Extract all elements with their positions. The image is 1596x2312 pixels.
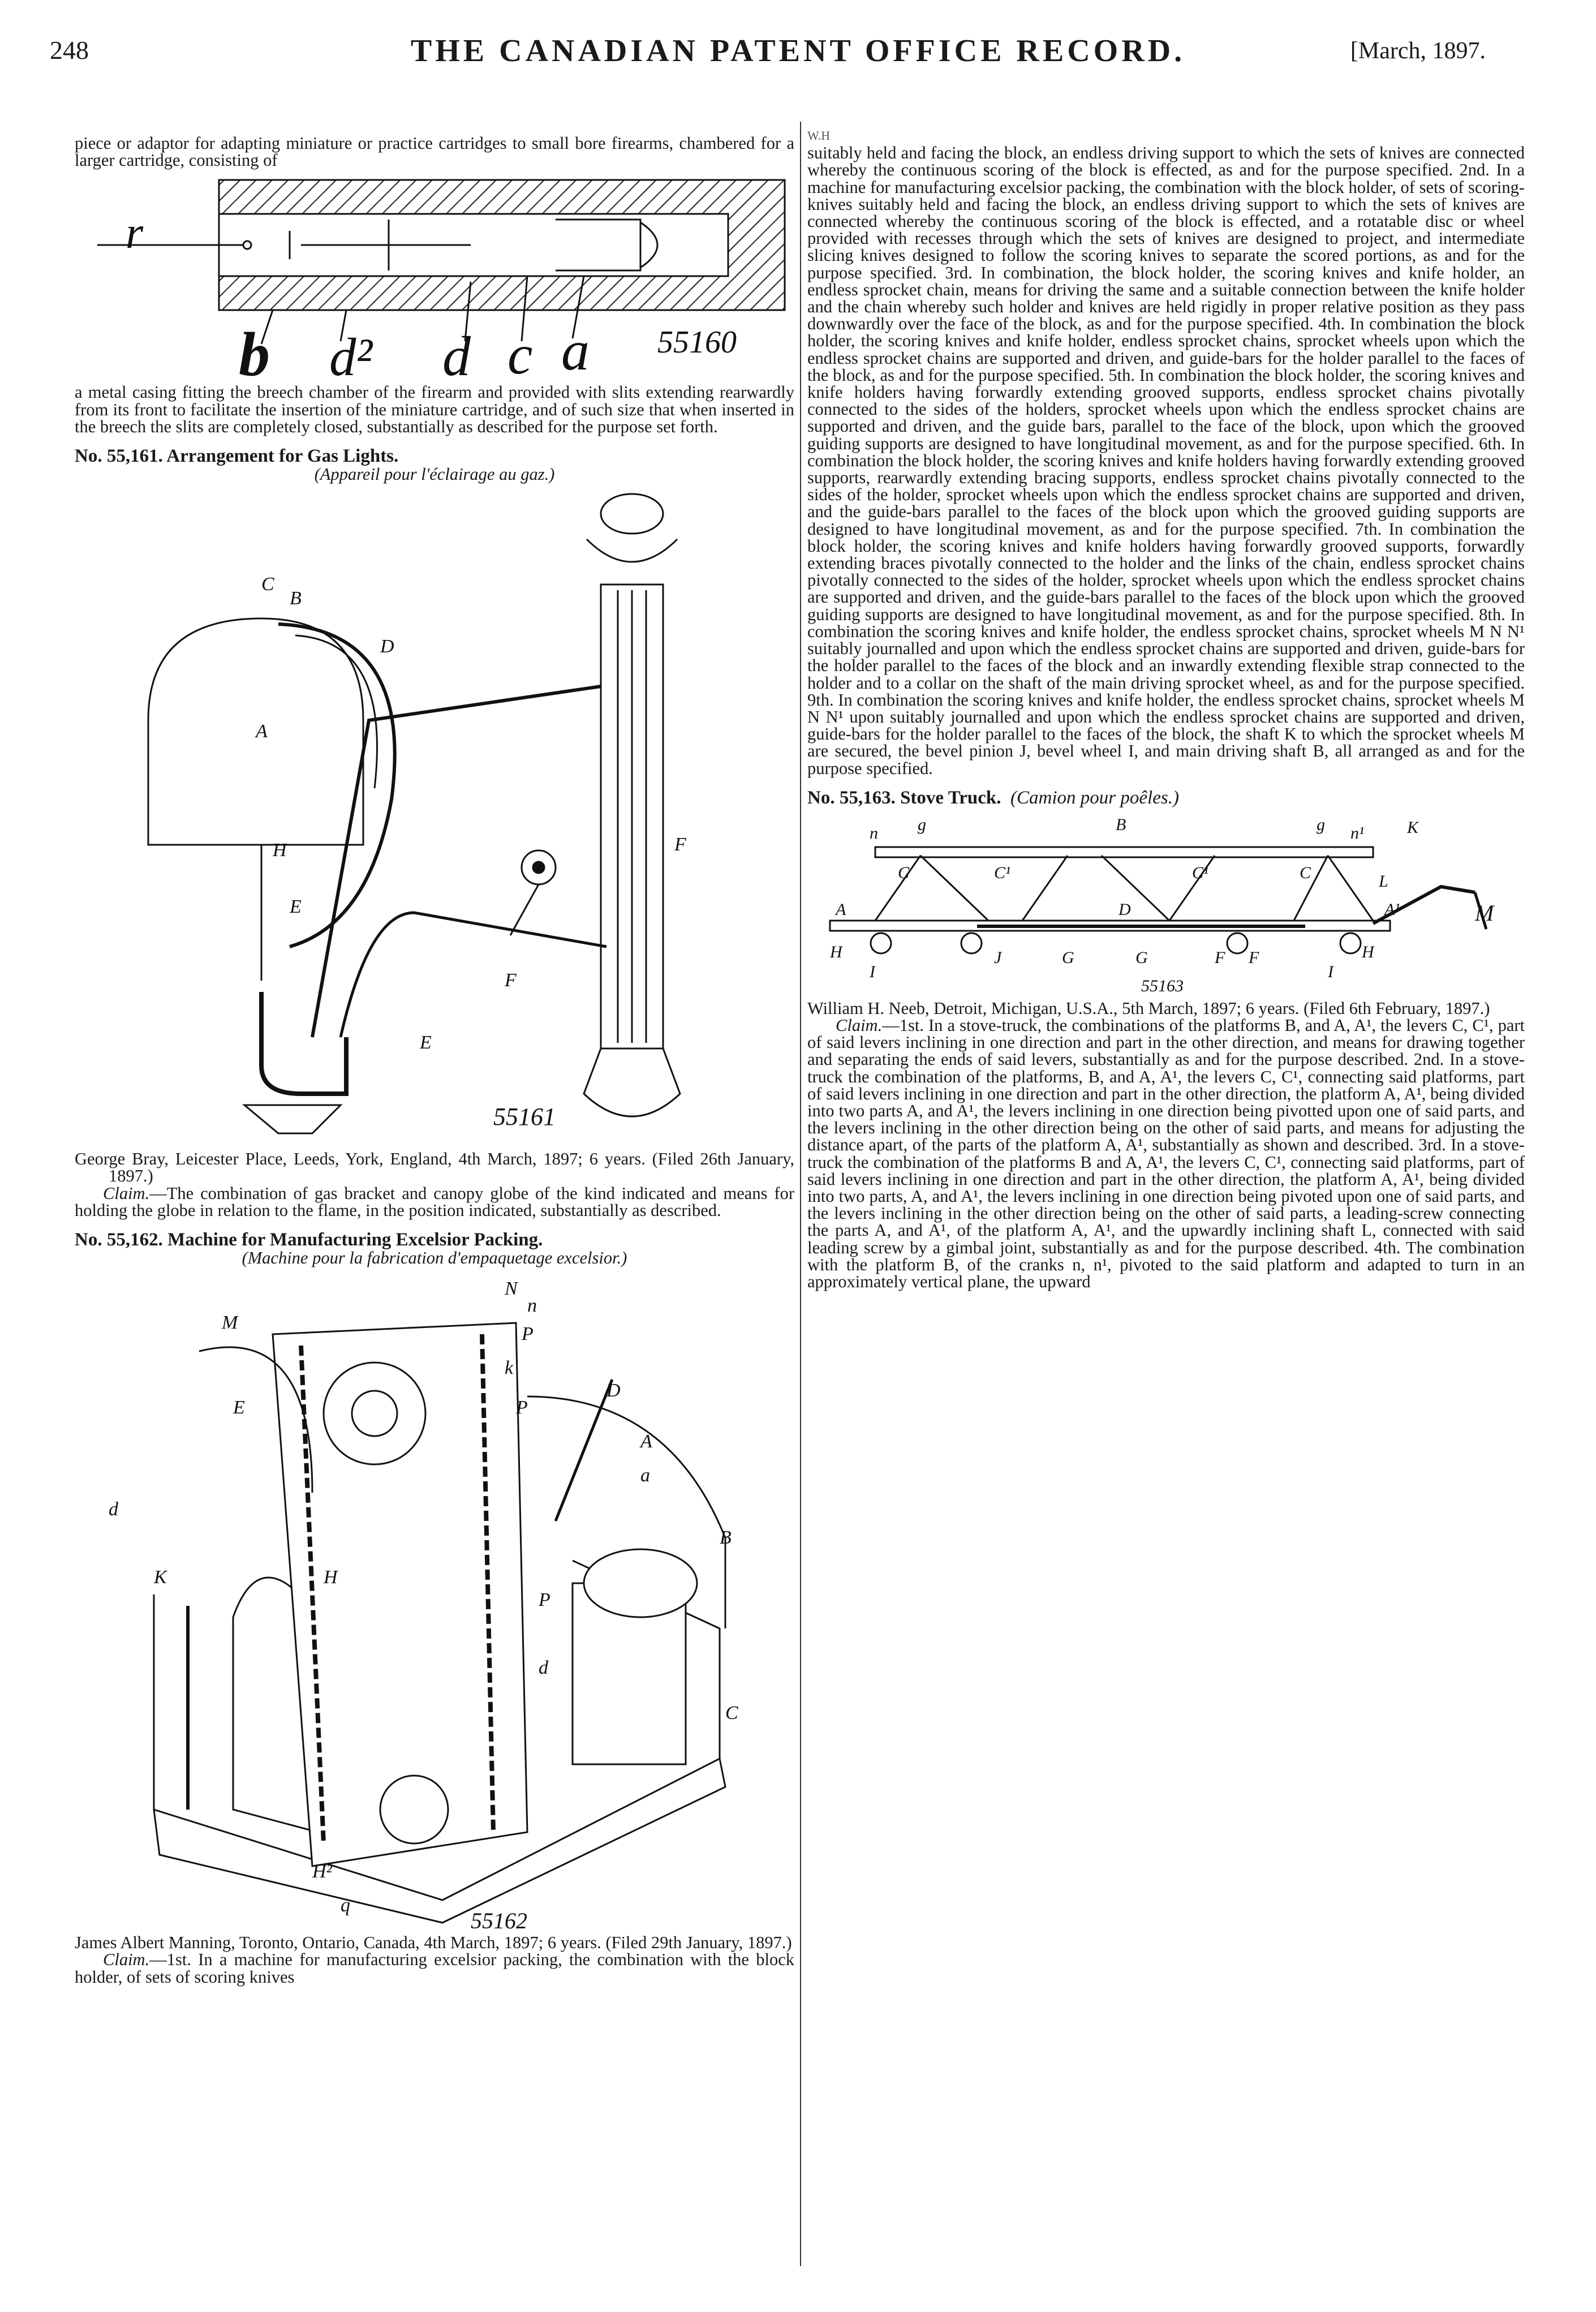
fig-label: K	[154, 1567, 167, 1588]
fig-label: d	[109, 1499, 118, 1520]
fig-label: n	[527, 1295, 537, 1317]
figure-55161	[75, 483, 794, 1150]
heading-text: No. 55,163. Stove Truck.	[807, 787, 1001, 808]
page-number: 248	[50, 36, 89, 65]
fig-label: C	[725, 1703, 738, 1724]
continued-text: piece or adaptor for adapting miniature or practice cartridges to small bore firearms, chambered for a larger cartridge, consisting of	[75, 134, 794, 170]
inventor-55163: William H. Neeb, Detroit, Michigan, U.S.A., 5th March, 1897; 6 years. (Filed 6th February, 1897.)	[807, 998, 1490, 1018]
fig-label: I	[870, 962, 875, 981]
fig-label: C	[898, 863, 910, 882]
figure-55160	[75, 169, 794, 384]
fig-label: M	[1475, 900, 1494, 926]
fig-label: F	[505, 970, 517, 991]
fig-label: A¹	[1384, 900, 1400, 919]
fig-label: F	[1215, 948, 1225, 967]
claim-55163	[807, 1017, 1525, 1290]
fig-label: L	[1379, 871, 1388, 891]
fig-label: A	[836, 900, 846, 919]
fig-label: J	[994, 948, 1002, 967]
fig-label: H	[273, 840, 287, 861]
margin-mark: W.H	[807, 128, 831, 143]
claim-label: Claim.	[103, 1183, 150, 1203]
fig-label: I	[1328, 962, 1333, 981]
column-divider	[800, 122, 801, 2266]
fig-label: d²	[329, 327, 372, 384]
fig-label: H	[830, 942, 842, 961]
fig-label: D	[1119, 900, 1131, 919]
fig-label: D	[380, 636, 394, 657]
fig-label: G	[1135, 948, 1148, 967]
claim-text: —The combination of gas bracket and canopy globe of the kind indicated and means for holding the globe in relation to the flame, in the position indicated, substantially as described.	[75, 1183, 794, 1220]
fig-label: b	[239, 320, 270, 384]
fig-label: F	[674, 834, 686, 856]
fig-label: B	[290, 588, 302, 609]
fig-label: C¹	[1192, 863, 1209, 882]
fig-label: g	[1317, 815, 1325, 834]
page-header	[0, 0, 1596, 79]
fig-label: H	[324, 1567, 338, 1588]
fig-label: a	[640, 1465, 650, 1486]
fig-label: C	[261, 574, 274, 595]
inventor-55161: George Bray, Leicester Place, Leeds, York, England, 4th March, 1897; 6 years. (Filed 26th January, 1897.)	[75, 1149, 794, 1186]
fig-label: N	[505, 1278, 518, 1300]
claim-55161	[75, 1185, 794, 1219]
fig-label: P	[516, 1397, 528, 1419]
issue-date: [March, 1897.	[1350, 38, 1486, 64]
fig-label: P	[522, 1323, 534, 1345]
left-column	[75, 135, 794, 1986]
fig-label: E	[233, 1397, 245, 1419]
french-title-55163: (Camion pour poêles.)	[1010, 787, 1179, 808]
figure-number: 55160	[657, 325, 737, 360]
figure-number: 55162	[471, 1908, 527, 1934]
claim-label: Claim.	[103, 1950, 150, 1970]
fig-label: G	[1062, 948, 1074, 967]
fig-label: n¹	[1350, 823, 1364, 843]
journal-title: THE CANADIAN PATENT OFFICE RECORD.	[410, 33, 1186, 68]
fig-label: n	[870, 823, 878, 843]
fig-label: M	[222, 1312, 238, 1334]
fig-label: F	[1249, 948, 1259, 967]
fig-label: K	[1407, 818, 1419, 837]
claim-text: —1st. In a machine for manufacturing excelsior packing, the combination with the block holder, of sets of scoring knives	[75, 1950, 794, 1987]
right-column	[807, 127, 1525, 1290]
figure-number: 55161	[493, 1103, 556, 1131]
fig-label: B	[720, 1527, 732, 1549]
claim-label: Claim.	[836, 1015, 883, 1035]
fig-label: H	[1362, 942, 1374, 961]
fig-label: k	[505, 1357, 514, 1379]
figure-55163	[807, 807, 1525, 1000]
french-title-55161: (Appareil pour l'éclairage au gaz.)	[314, 465, 555, 484]
fig-label: g	[918, 815, 926, 834]
fig-label: E	[420, 1032, 432, 1054]
fig-label: H²	[312, 1861, 332, 1883]
patent-heading-55161: No. 55,161. Arrangement for Gas Lights.	[75, 446, 399, 467]
fig-label: r	[126, 208, 144, 259]
fig-label: B	[1116, 815, 1126, 834]
fig-label: D	[606, 1380, 621, 1402]
fig-label: P	[539, 1589, 550, 1611]
continued-text: a metal casing fitting the breech chamber of the firearm and provided with slits extending rearwardly from its front to facilitate the insertion of the miniature cartridge, and of such size that when inserted in the breech the slits are completely closed, substantially as described for the purpose set forth.	[75, 383, 794, 436]
fig-label: a	[561, 319, 590, 383]
figure-55162	[75, 1266, 794, 1934]
figure-number: 55163	[1141, 976, 1184, 995]
claim-55162	[75, 1951, 794, 1985]
continued-claims-55162: suitably held and facing the block, an endless driving support to which the sets of knives are connected whereby the continuous scoring of the block is effected, as and for the purpose specified. 2nd. In a machine for manufacturing excelsior packing, the combination with the block holder, of sets of scoring-knives suitably held and facing the block, an endless driving support to which the sets of knives are connected whereby the continuous scoring of the block is effected, and a rotatable disc or wheel provided with recesses through which the sets of knives are designed to project, and intermediate slicing knives designed to follow the scoring knives to separate the scored portions, as and for the purpose specified. 3rd. In combination, the block holder, the scoring knives and knife holder, an endless sprocket chain, means for driving the same and a suitable connection between the knife holder and the chain whereby such holder and knives are held rigidly in proper relative position as they pass downwardly over the face of the block, as and for the purpose specified. 4th. In combination the block holder, the scoring knives and knife holder, endless sprocket chains, sprocket wheels upon which the endless sprocket chains are supported and driven, and guide-bars for the holder parallel to the faces of the block, as and for the purpose specified. 5th. In combination the block holder, the scoring knives and knife holders having forwardly extending grooved supports, endless sprocket chains pivotally connected to the sides of the holders, sprocket wheels upon which the endless sprocket chains are supported and driven, and the guide bars, parallel to the face of the block, upon which the grooved guiding supports are designed to have longitudinal movement, as and for the purpose specified. 6th. In combination the block holder, the scoring knives and knife holders having forwardly extending grooved supports, rearwardly extending bracing supports, endless sprocket chains pivotally connected to the sides of the holder, sprocket wheels upon which the endless sprocket chains are supported and driven, and the guide-bars parallel to the faces of the block upon which the grooved guiding supports are designed to have longitudinal movement, as and for the purpose specified. 7th. In combination the block holder, the scoring knives and knife holders having forwardly grooved supports, forwardly extending braces pivotally connected to the holder and the links of the chain, endless sprocket chains pivotally connected to the sides of the holder, sprocket wheels upon which the endless sprocket chains are supported and driven, and the guide-bars parallel to the faces of the block upon which the grooved guiding supports are designed to have longitudinal movement, as and for the purpose specified. 8th. In combination the scoring knives and knife holder, the endless sprocket chains, sprocket wheels M N N¹ suitably journalled and upon which the endless sprocket chains are supported and driven, guide-bars for the holder parallel to the faces of the block and an inwardly extending flexible strap connected to the holder and to a collar on the shaft of the main driving sprocket wheel, as and for the purpose specified. 9th. In combination the scoring knives and knife holder, the endless sprocket chains, sprocket wheels M N N¹ upon suitably journalled and upon which the endless sprocket chains are supported and driven, guide-bars for the holder parallel to the faces of the block, the shaft K to which the sprocket wheels M are secured, the bevel pinion J, bevel wheel I, and main driving shaft B, all arranged as and for the purpose specified.	[807, 143, 1525, 778]
fig-label: A	[256, 721, 268, 742]
inventor-55162: James Albert Manning, Toronto, Ontario, Canada, 4th March, 1897; 6 years. (Filed 29th January, 1897.)	[75, 1933, 792, 1953]
fig-label: C	[1300, 863, 1311, 882]
patent-heading-55162: No. 55,162. Machine for Manufacturing Excelsior Packing.	[75, 1230, 543, 1250]
fig-label: C¹	[994, 863, 1011, 882]
fig-label: d	[442, 325, 471, 384]
fig-label: E	[290, 896, 302, 918]
fig-label: c	[507, 323, 533, 384]
claim-text: —1st. In a stove-truck, the combinations of the platforms B, and A, A¹, the levers C, C¹, part of said levers inclining in one direction and part in the other direction, and means for drawing together and separating the ends of said levers, substantially as and for the purpose described. 2nd. In a stove-truck the combination of the platforms, B, and A, A¹, the levers C, C¹, connecting said platforms, part of said levers inclining in one direction and part in the other direction, the platform A, A¹, being divided into two parts A, and A¹, the levers inclining in one direction being pivotted upon one of said parts, and the levers inclining in the other direction being on the other of said parts, and means for adjusting the distance apart, of the parts of the platform A, A¹, substantially as shown and described. 3rd. In a stove-truck the combination of the platforms B and A, A¹, the levers C, C¹, connecting said platforms, part of said levers inclining in one direction and part in the other direction, the platform A, A¹, being divided into two parts, A, and A¹, the levers inclining in one direction being pivoted upon one of said parts, and the levers inclining in the other direction being on the other of said parts, a leading-screw connecting the parts A, and A¹, of the platform A, A¹, and the upwardly inclining shaft L, connected with said leading screw by a gimbal joint, substantially as and for the purpose described. 4th. The combination with the platform B, of the cranks n, n¹, pivoted to the said platform and adapted to turn in an approximately vertical plane, the upward	[807, 1015, 1525, 1291]
patent-heading-55163	[807, 788, 1525, 807]
fig-label: q	[341, 1895, 350, 1916]
fig-label: A	[640, 1431, 652, 1452]
french-title-55162: (Machine pour la fabrication d'empaquetage excelsior.)	[242, 1248, 627, 1268]
fig-label: d	[539, 1657, 548, 1679]
